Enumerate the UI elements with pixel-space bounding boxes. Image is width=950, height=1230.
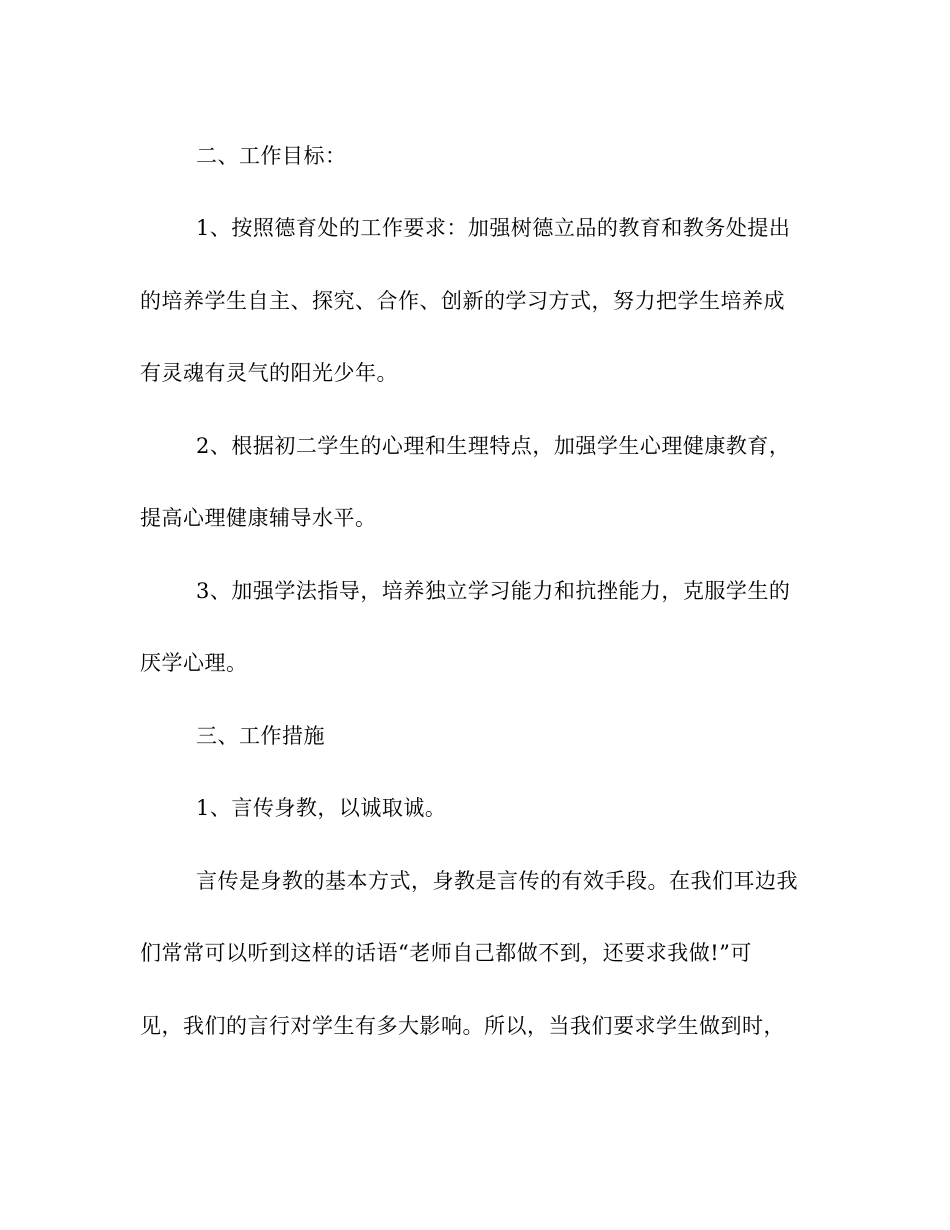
section-heading-measures: 三、工作措施 xyxy=(196,724,325,748)
section-heading-goals: 二、工作目标： xyxy=(196,144,347,168)
subheading: 1、言传身教，以诚取诚。 xyxy=(196,796,447,820)
paragraph-line: 有灵魂有灵气的阳光少年。 xyxy=(140,361,398,385)
paragraph-line: 提高心理健康辅导水平。 xyxy=(140,506,377,530)
paragraph-line: 见，我们的言行对学生有多大影响。所以，当我们要求学生做到时， xyxy=(140,1014,785,1038)
paragraph-line: 2、根据初二学生的心理和生理特点，加强学生心理健康教育， xyxy=(196,434,791,458)
paragraph-line: 的培养学生自主、探究、合作、创新的学习方式，努力把学生培养成 xyxy=(140,289,785,313)
paragraph-line: 1、按照德育处的工作要求：加强树德立品的教育和教务处提出 xyxy=(196,216,791,240)
paragraph-line: 3、加强学法指导，培养独立学习能力和抗挫能力，克服学生的 xyxy=(196,579,791,603)
paragraph-line: 言传是身教的基本方式，身教是言传的有效手段。在我们耳边我 xyxy=(196,869,798,893)
paragraph-line: 厌学心理。 xyxy=(140,651,248,675)
paragraph-line: 们常常可以听到这样的话语“老师自己都做不到，还要求我做!”可 xyxy=(140,941,752,965)
